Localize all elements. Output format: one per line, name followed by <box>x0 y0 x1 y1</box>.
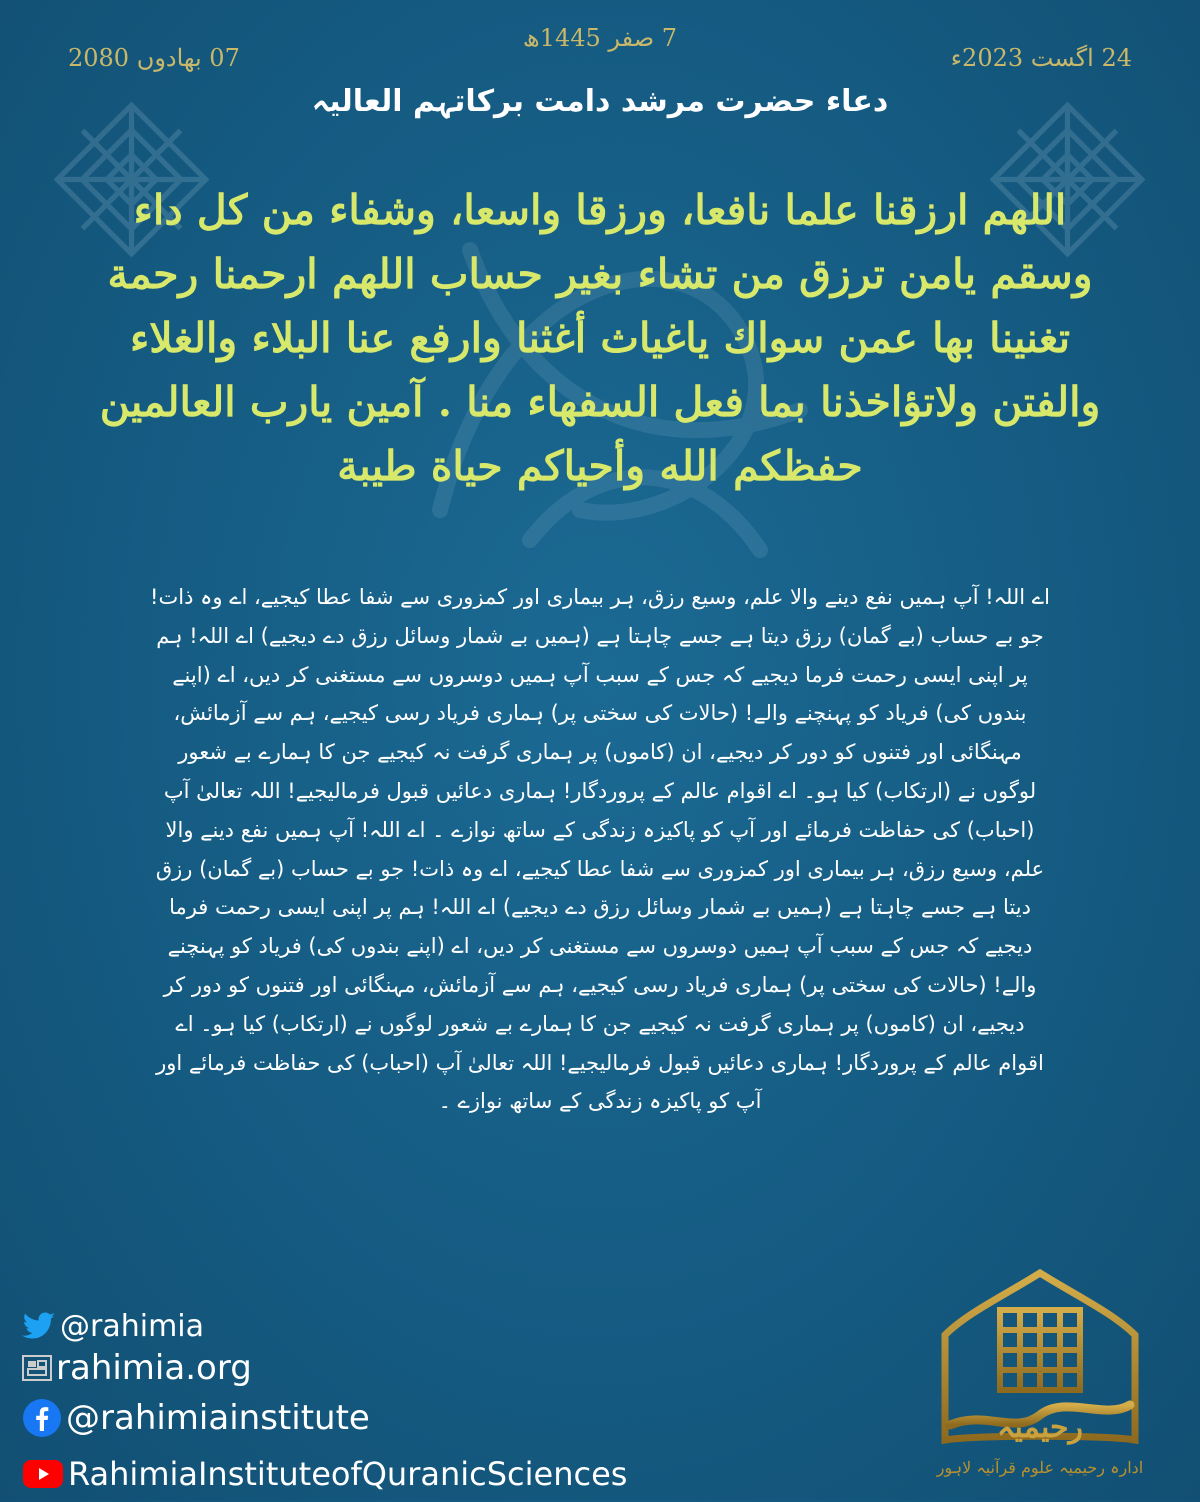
hijri-date: 7 صفر 1445ھ <box>522 24 678 52</box>
twitter-handle: @rahimia <box>60 1308 205 1344</box>
facebook-handle: @rahimiainstitute <box>66 1398 370 1438</box>
facebook-link[interactable] <box>22 1390 627 1446</box>
facebook-icon <box>22 1398 62 1438</box>
page-title: دعاء حضرت مرشد دامت برکاتہم العالیہ <box>311 84 889 119</box>
gregorian-date: 24 اگست 2023ء <box>950 44 1132 72</box>
institute-logo <box>905 1265 1175 1485</box>
youtube-icon <box>22 1459 64 1489</box>
website-icon <box>22 1355 52 1381</box>
twitter-icon <box>22 1312 56 1340</box>
website-link[interactable] <box>22 1346 627 1390</box>
website-url: rahimia.org <box>56 1348 252 1388</box>
youtube-link[interactable] <box>22 1446 627 1502</box>
logo-subtitle: ادارہ رحیمیہ علوم قرآنیہ لاہور <box>936 1458 1144 1477</box>
youtube-channel: RahimiaInstituteofQuranicSciences <box>68 1455 628 1493</box>
urdu-translation-text: اے اللہ! آپ ہمیں نفع دینے والا علم، وسیع رزق، ہر بیماری اور کمزوری سے شفا عطا کیجیے، اے وہ ذات! جو بے حساب (بے گمان) رزق دیتا ہے جسے چاہتا ہے (ہمیں بے شمار وسائل رزق دے دیجیے) اے اللہ! ہم پر اپنی ایسی رحمت فرما دیجیے کہ جس کے سبب آپ ہمیں دوسروں سے مستغنی کر دیں، اے (اپنے بندوں کی) فریاد کو پہنچنے والے! (حالات کی سختی پر) ہماری فریاد رسی کیجیے، ہم سے آزمائش، مہنگائی اور فتنوں کو دور کر دیجیے، ان (کاموں) پر ہماری گرفت نہ کیجیے جن کا ہمارے بے شعور لوگوں نے (ارتکاب) کیا ہو۔ اے اقوام عالم کے پروردگار! ہماری دعائیں قبول فرمالیجیے! اللہ تعالیٰ آپ (احباب) کی حفاظت فرمائے اور آپ کو پاکیزہ زندگی کے ساتھ نوازے ۔ اے اللہ! آپ ہمیں نفع دینے والا علم، وسیع رزق، ہر بیماری اور کمزوری سے شفا عطا کیجیے، اے وہ ذات! جو بے حساب (بے گمان) رزق دیتا ہے جسے چاہتا ہے (ہمیں بے شمار وسائل رزق دے دیجیے) اے اللہ! ہم پر اپنی ایسی رحمت فرما دیجیے کہ جس کے سبب آپ ہمیں دوسروں سے مستغنی کر دیں، اے (اپنے بندوں کی) فریاد کو پہنچنے والے! (حالات کی سختی پر) ہماری فریاد رسی کیجیے، ہم سے آزمائش، مہنگائی اور فتنوں کو دور کر دیجیے، ان (کاموں) پر ہماری گرفت نہ کیجیے جن کا ہمارے بے شعور لوگوں نے (ارتکاب) کیا ہو۔ اے اقوام عالم کے پروردگار! ہماری دعائیں قبول فرمالیجیے! اللہ تعالیٰ آپ (احباب) کی حفاظت فرمائے اور آپ کو پاکیزہ زندگی کے ساتھ نوازے ۔ <box>150 585 1050 1114</box>
twitter-link[interactable] <box>22 1306 627 1346</box>
logo-name: رحیمیہ <box>996 1410 1084 1445</box>
arabic-prayer-text: اللهم ارزقنا علما نافعا، ورزقا واسعا، وشفاء من كل داء وسقم يامن ترزق من تشاء بغير حساب اللهم ارحمنا رحمة تغنينا بها عمن سواك ياغياث أغثنا وارفع عنا البلاء والغلاء والفتن ولاتؤاخذنا بما فعل السفهاء منا . آمين يارب العالمين حفظكم الله وأحياكم حياة طيبة <box>99 186 1101 490</box>
social-links <box>22 1306 627 1502</box>
vikrami-date: 07 بھادوں 2080 <box>68 44 240 72</box>
